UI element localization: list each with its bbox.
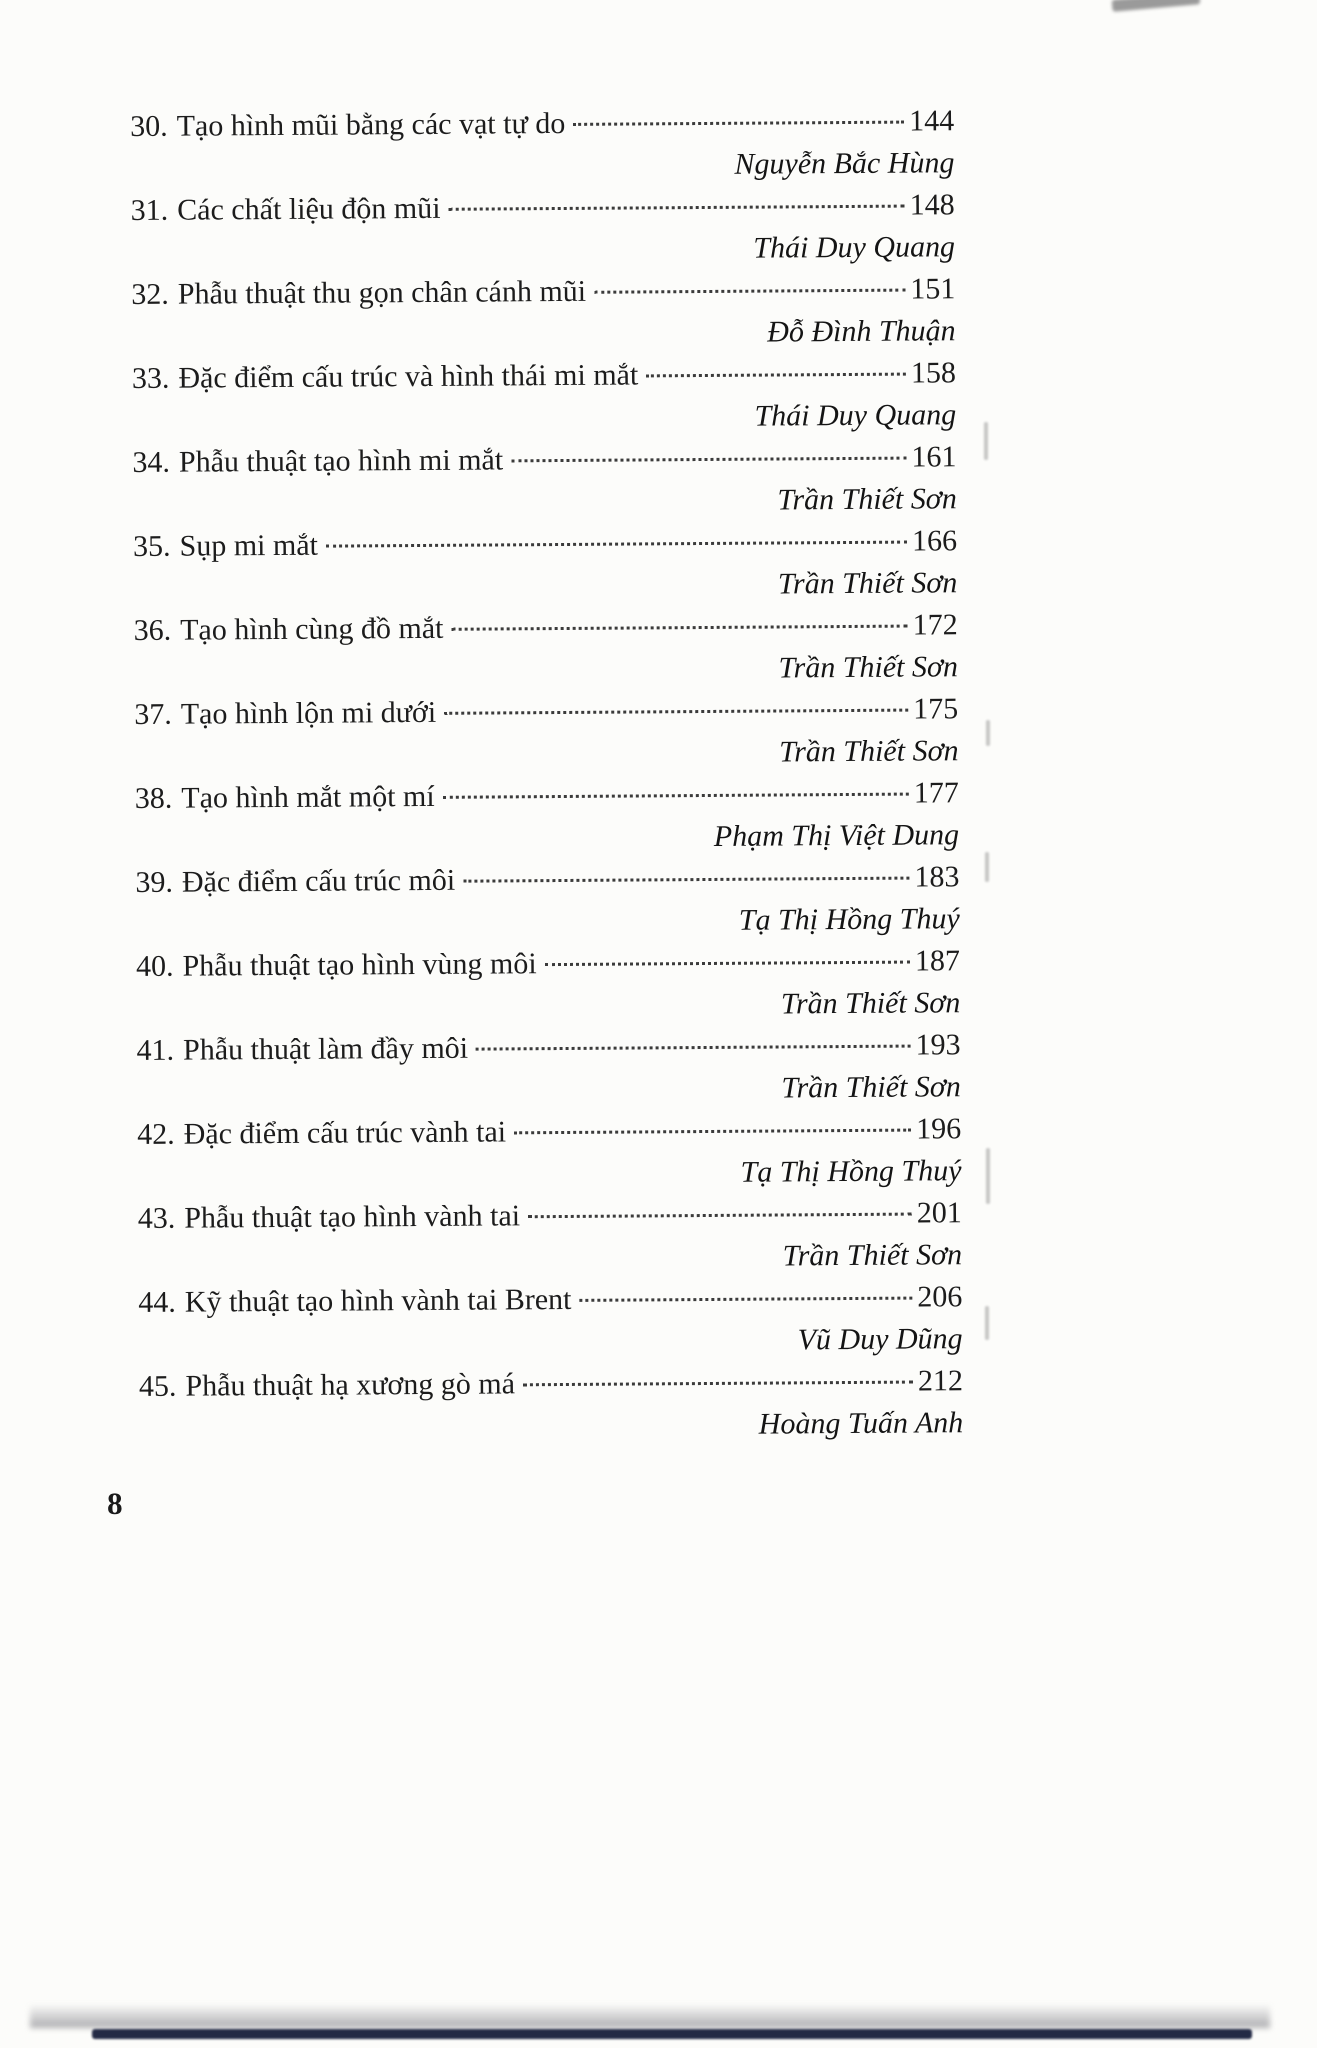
toc-entry-pagenum: 183 <box>914 860 960 894</box>
toc-entry-author: Tạ Thị Hồng Thuý <box>740 1154 962 1189</box>
toc-entry-author: Trần Thiết Sơn <box>778 650 959 685</box>
toc-entry-title: Tạo hình mũi bằng các vạt tự do <box>176 106 566 143</box>
toc-entry-number: 38. <box>134 781 173 815</box>
toc-entry-number: 32. <box>131 277 169 311</box>
dotted-leader <box>476 1045 911 1051</box>
toc-entry-line <box>132 436 956 484</box>
toc-entry-line <box>133 520 957 568</box>
toc-entry-line <box>135 856 959 904</box>
toc-entry-pagenum: 166 <box>911 524 958 558</box>
toc-entry-number: 35. <box>132 529 171 563</box>
toc-entry <box>138 1192 963 1282</box>
toc-entry-title: Phẫu thuật làm đầy môi <box>182 1031 469 1067</box>
toc-entry-title: Phẫu thuật tạo hình vùng môi <box>182 947 537 983</box>
toc-entry-author: Vũ Duy Dũng <box>797 1322 963 1357</box>
toc-entry-line <box>134 688 958 736</box>
toc-entry-number: 37. <box>134 697 172 731</box>
dotted-leader <box>443 793 909 799</box>
scan-artifact-edge <box>986 1148 990 1204</box>
dotted-leader <box>545 961 910 967</box>
dotted-leader <box>528 1213 912 1219</box>
toc-entry-title: Các chất liệu độn mũi <box>177 191 441 227</box>
dotted-leader <box>594 289 905 294</box>
toc-entry <box>139 1360 964 1450</box>
toc-entry <box>132 352 957 442</box>
toc-entry <box>134 688 959 778</box>
toc-entry-line <box>138 1192 962 1240</box>
toc-entry-number: 41. <box>136 1033 175 1067</box>
toc-entry-line <box>134 604 958 652</box>
toc-entry-number: 44. <box>138 1285 176 1319</box>
toc-entry-pagenum: 187 <box>914 944 961 978</box>
toc-entry-title: Tạo hình cùng đồ mắt <box>180 611 444 647</box>
toc-entry-title: Đặc điểm cấu trúc môi <box>181 863 456 899</box>
toc-entry-pagenum: 177 <box>913 776 959 810</box>
toc-entry-line <box>131 184 955 232</box>
scan-artifact-edge <box>985 852 989 882</box>
toc-entry-number: 31. <box>130 193 169 227</box>
toc-entry-author: Thái Duy Quang <box>753 230 956 265</box>
toc-entry-number: 40. <box>135 949 174 983</box>
scan-artifact-corner <box>1112 0 1201 12</box>
toc-entry-pagenum: 151 <box>910 272 956 306</box>
toc-entry-line <box>132 352 956 400</box>
toc-entry-pagenum: 148 <box>909 188 955 222</box>
toc-entry-author: Tạ Thị Hồng Thuý <box>738 902 960 937</box>
toc-entry-title: Phẫu thuật tạo hình mi mắt <box>178 443 504 479</box>
toc-entry <box>131 268 956 358</box>
dotted-leader <box>463 877 909 883</box>
toc-entry <box>138 1276 963 1366</box>
dotted-leader <box>514 1129 911 1135</box>
toc-entry-line <box>136 1024 960 1072</box>
toc-entry-line <box>138 1276 962 1324</box>
toc-entry-line <box>135 772 959 820</box>
toc-entry <box>131 184 956 274</box>
toc-entry-number: 42. <box>137 1117 175 1151</box>
dotted-leader <box>444 709 908 715</box>
toc-entry <box>130 100 955 190</box>
toc-entry-title: Tạo hình mắt một mí <box>181 779 435 815</box>
toc-entry-title: Phẫu thuật hạ xương gò má <box>185 1367 516 1403</box>
dotted-leader <box>451 625 907 631</box>
scan-artifact-bottom-shadow <box>30 2004 1270 2028</box>
toc-entry <box>133 520 958 610</box>
scan-artifact-bottom-line <box>92 2029 1252 2039</box>
toc-entry-author: Trần Thiết Sơn <box>782 1238 963 1273</box>
toc-entry-pagenum: 144 <box>909 104 955 138</box>
toc-entry-pagenum: 175 <box>913 692 959 726</box>
toc-entry-author: Nguyễn Bắc Hùng <box>734 146 955 181</box>
scan-artifact-edge <box>986 720 990 746</box>
toc-entry-author: Trần Thiết Sơn <box>781 1070 961 1105</box>
toc-entry-author: Trần Thiết Sơn <box>779 734 959 769</box>
dotted-leader <box>326 541 907 548</box>
scan-artifact-edge <box>984 422 988 460</box>
toc-entry-pagenum: 172 <box>912 608 958 642</box>
toc-entry <box>136 940 961 1030</box>
toc-entry-title: Phẫu thuật thu gọn chân cánh mũi <box>177 274 587 311</box>
toc-entry-title: Phẫu thuật tạo hình vành tai <box>184 1199 521 1235</box>
scan-artifact-edge <box>985 1306 989 1340</box>
toc-entry-pagenum: 158 <box>910 356 956 390</box>
toc-entry-line <box>137 1108 961 1156</box>
toc-entry-pagenum: 206 <box>917 1280 963 1314</box>
toc-entry <box>135 856 960 946</box>
toc-entry-line <box>131 268 955 316</box>
toc-entry-title: Đặc điểm cấu trúc vành tai <box>183 1115 507 1151</box>
toc-entry-line <box>130 100 954 148</box>
toc-entry-number: 33. <box>131 361 170 395</box>
toc-entry-author: Hoàng Tuấn Anh <box>758 1406 964 1441</box>
toc-entry-title: Đặc điểm cấu trúc và hình thái mi mắt <box>178 358 639 395</box>
toc-entry-number: 36. <box>133 613 172 647</box>
toc-entry-pagenum: 201 <box>916 1196 962 1230</box>
toc-entry-author: Trần Thiết Sơn <box>780 986 961 1021</box>
toc-entry-title: Kỹ thuật tạo hình vành tai Brent <box>184 1282 572 1319</box>
toc-entry-title: Tạo hình lộn mi dưới <box>180 695 437 731</box>
toc-entry-number: 34. <box>132 445 171 479</box>
dotted-leader <box>511 457 906 463</box>
toc-entry <box>134 604 959 694</box>
toc-entry-line <box>139 1360 963 1408</box>
toc-entry-pagenum: 161 <box>911 440 957 474</box>
toc-entry <box>136 1024 961 1114</box>
toc-entry-number: 43. <box>137 1201 176 1235</box>
toc-entry <box>135 772 960 862</box>
toc-entry-number: 30. <box>130 109 168 143</box>
toc-entry <box>132 436 957 526</box>
page-number: 8 <box>106 1485 123 1522</box>
dotted-leader <box>523 1381 913 1387</box>
toc-entry-number: 45. <box>138 1369 177 1403</box>
dotted-leader <box>448 205 904 211</box>
toc-entry-pagenum: 196 <box>916 1112 962 1146</box>
toc-entry-author: Phạm Thị Việt Dung <box>713 818 960 853</box>
toc-entry-author: Đỗ Đình Thuận <box>767 314 956 349</box>
toc-entry-author: Thái Duy Quang <box>754 398 957 433</box>
toc-entry-number: 39. <box>135 865 174 899</box>
dotted-leader <box>579 1297 912 1302</box>
dotted-leader <box>646 373 906 378</box>
toc-entry-title: Sụp mi mắt <box>179 528 319 563</box>
toc-entry-author: Trần Thiết Sơn <box>777 482 957 517</box>
toc-entry-line <box>136 940 960 988</box>
dotted-leader <box>573 121 904 126</box>
toc-entry <box>137 1108 962 1198</box>
toc-entry-pagenum: 193 <box>915 1028 961 1062</box>
toc-list <box>130 100 963 1450</box>
toc-entry-pagenum: 212 <box>917 1364 964 1398</box>
toc-entry-author: Trần Thiết Sơn <box>777 566 958 601</box>
